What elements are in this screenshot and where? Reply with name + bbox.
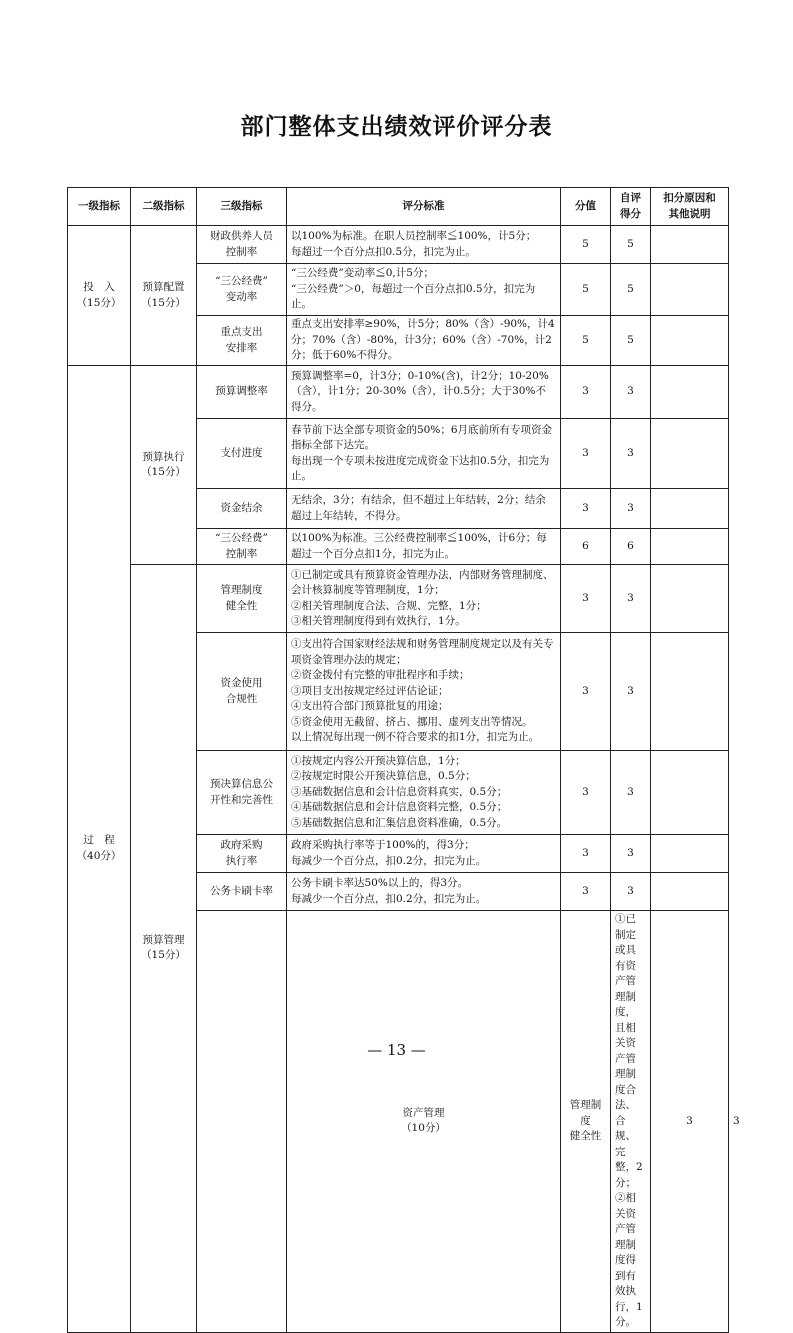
score-cell: 3 bbox=[561, 873, 611, 911]
indicator-cell: 管理制度 健全性 bbox=[561, 911, 611, 1333]
note-cell bbox=[651, 226, 729, 264]
score-cell: 3 bbox=[561, 366, 611, 419]
score-cell: 3 bbox=[561, 565, 611, 633]
indicator-cell: 预决算信息公 开性和完善性 bbox=[197, 751, 287, 835]
criteria-cell: 公务卡刷卡率达50%以上的，得3分。 每减少一个百分点，扣0.2分，扣完为止。 bbox=[287, 873, 561, 911]
header-row bbox=[68, 188, 729, 226]
header-cell: 三级指标 bbox=[197, 188, 287, 226]
score-cell: 3 bbox=[561, 489, 611, 529]
note-cell bbox=[651, 565, 729, 633]
table-row bbox=[68, 565, 729, 633]
self-score-cell: 3 bbox=[611, 751, 651, 835]
self-score-cell: 3 bbox=[611, 489, 651, 529]
criteria-cell: ①按规定内容公开预决算信息，1分； ②按规定时限公开预决算信息，0.5分； ③基础数据信息和会计信息资料真实，0.5分； ④基础数据信息和会计信息资料完整，0.5分； ⑤基础数据信息和汇集信息资料准确，0.5分。 bbox=[287, 751, 561, 835]
indicator-cell: “三公经费” 控制率 bbox=[197, 529, 287, 565]
note-cell bbox=[651, 316, 729, 366]
level2-cell: 预算管理 （15分） bbox=[131, 565, 197, 1333]
note-cell bbox=[651, 835, 729, 873]
criteria-cell: ①支出符合国家财经法规和财务管理制度规定以及有关专项资金管理办法的规定； ②资金拨付有完整的审批程序和手续； ③项目支出按规定经过评估论证； ④支出符合部门预算批复的用途； ⑤资金使用无截留、挤占、挪用、虚列支出等情况。 以上情况每出现一例不符合要求的扣1分，扣完为止。 bbox=[287, 633, 561, 751]
self-score-cell: 3 bbox=[611, 419, 651, 489]
score-table bbox=[67, 187, 740, 1333]
level2-cell: 预算配置 （15分） bbox=[131, 226, 197, 366]
header-cell: 分值 bbox=[561, 188, 611, 226]
self-score-cell: 3 bbox=[611, 565, 651, 633]
criteria-cell: 以100%为标准。在职人员控制率≦100%，计5分； 每超过一个百分点扣0.5分，扣完为止。 bbox=[287, 226, 561, 264]
score-cell: 3 bbox=[561, 633, 611, 751]
self-score-cell: 3 bbox=[611, 633, 651, 751]
header-cell: 扣分原因和 其他说明 bbox=[651, 188, 729, 226]
score-cell: 3 bbox=[651, 911, 729, 1333]
table-row bbox=[68, 366, 729, 419]
level2-cell: 预算执行 （15分） bbox=[131, 366, 197, 565]
indicator-cell: 资金使用 合规性 bbox=[197, 633, 287, 751]
note-cell bbox=[651, 529, 729, 565]
header-cell: 自评 得分 bbox=[611, 188, 651, 226]
indicator-cell: 财政供养人员 控制率 bbox=[197, 226, 287, 264]
criteria-cell: ①已制定或具有资产管理制度，且相关资产管理制度合法、合规、完整，2分； ②相关资产管理制度得到有效执行，1分。 bbox=[611, 911, 651, 1333]
criteria-cell: 春节前下达全部专项资金的50%；6月底前所有专项资金指标全部下达完。 每出现一个专项未按进度完成资金下达扣0.5分，扣完为止。 bbox=[287, 419, 561, 489]
indicator-cell: 预算调整率 bbox=[197, 366, 287, 419]
header-cell: 一级指标 bbox=[68, 188, 131, 226]
note-cell bbox=[651, 419, 729, 489]
indicator-cell: 管理制度 健全性 bbox=[197, 565, 287, 633]
self-score-cell: 3 bbox=[611, 835, 651, 873]
level2-cell: 资产管理 （10分） bbox=[287, 911, 561, 1333]
indicator-cell: 公务卡刷卡率 bbox=[197, 873, 287, 911]
criteria-cell: 预算调整率=0，计3分；0-10%(含)，计2分；10-20%（含），计1分；20-30%（含），计0.5分；大于30%不得分。 bbox=[287, 366, 561, 419]
page-number: — 13 — bbox=[367, 1041, 426, 1059]
self-score-cell: 6 bbox=[611, 529, 651, 565]
self-score-cell: 5 bbox=[611, 264, 651, 316]
score-cell: 3 bbox=[561, 419, 611, 489]
level1-cell: 过 程 （40分） bbox=[68, 366, 131, 1333]
note-cell bbox=[651, 489, 729, 529]
indicator-cell: 支付进度 bbox=[197, 419, 287, 489]
table-row: 资产管理 （10分） 管理制度 健全性 ①已制定或具有资产管理制度，且相关资产管理制度合法、合规、完整，2分； ②相关资产管理制度得到有效执行，1分。 3 3 bbox=[68, 911, 729, 1333]
self-score-cell: 3 bbox=[611, 366, 651, 419]
note-cell bbox=[651, 873, 729, 911]
table-row bbox=[68, 226, 729, 264]
note-cell bbox=[651, 366, 729, 419]
score-cell: 6 bbox=[561, 529, 611, 565]
note-cell bbox=[651, 633, 729, 751]
page-title: 部门整体支出绩效评价评分表 bbox=[240, 113, 553, 140]
self-score-cell: 3 bbox=[611, 873, 651, 911]
score-cell: 3 bbox=[561, 835, 611, 873]
header-cell: 二级指标 bbox=[131, 188, 197, 226]
self-score-cell: 5 bbox=[611, 226, 651, 264]
indicator-cell: 政府采购 执行率 bbox=[197, 835, 287, 873]
indicator-cell: “三公经费” 变动率 bbox=[197, 264, 287, 316]
self-score-cell: 5 bbox=[611, 316, 651, 366]
score-cell: 5 bbox=[561, 264, 611, 316]
level1-cell: 投 入 （15分） bbox=[68, 226, 131, 366]
header-cell: 评分标准 bbox=[287, 188, 561, 226]
level1-cell-empty bbox=[197, 911, 287, 1333]
criteria-cell: 政府采购执行率等于100%的，得3分； 每减少一个百分点，扣0.2分，扣完为止。 bbox=[287, 835, 561, 873]
criteria-cell: ①已制定或具有预算资金管理办法，内部财务管理制度、会计核算制度等管理制度，1分； ②相关管理制度合法、合规、完整，1分； ③相关管理制度得到有效执行，1分。 bbox=[287, 565, 561, 633]
indicator-cell: 重点支出 安排率 bbox=[197, 316, 287, 366]
criteria-cell: “三公经费”变动率≦0,计5分； “三公经费”＞0，每超过一个百分点扣0.5分，扣完为止。 bbox=[287, 264, 561, 316]
note-cell bbox=[651, 751, 729, 835]
indicator-cell: 资金结余 bbox=[197, 489, 287, 529]
criteria-cell: 以100%为标准。三公经费控制率≦100%，计6分；每超过一个百分点扣1分，扣完为止。 bbox=[287, 529, 561, 565]
score-cell: 3 bbox=[561, 751, 611, 835]
criteria-cell: 无结余，3分；有结余，但不超过上年结转，2分；结余超过上年结转，不得分。 bbox=[287, 489, 561, 529]
score-cell: 5 bbox=[561, 316, 611, 366]
criteria-cell: 重点支出安排率≥90%，计5分；80%（含）-90%，计4分；70%（含）-80%，计3分；60%（含）-70%，计2分；低于60%不得分。 bbox=[287, 316, 561, 366]
note-cell bbox=[651, 264, 729, 316]
score-cell: 5 bbox=[561, 226, 611, 264]
